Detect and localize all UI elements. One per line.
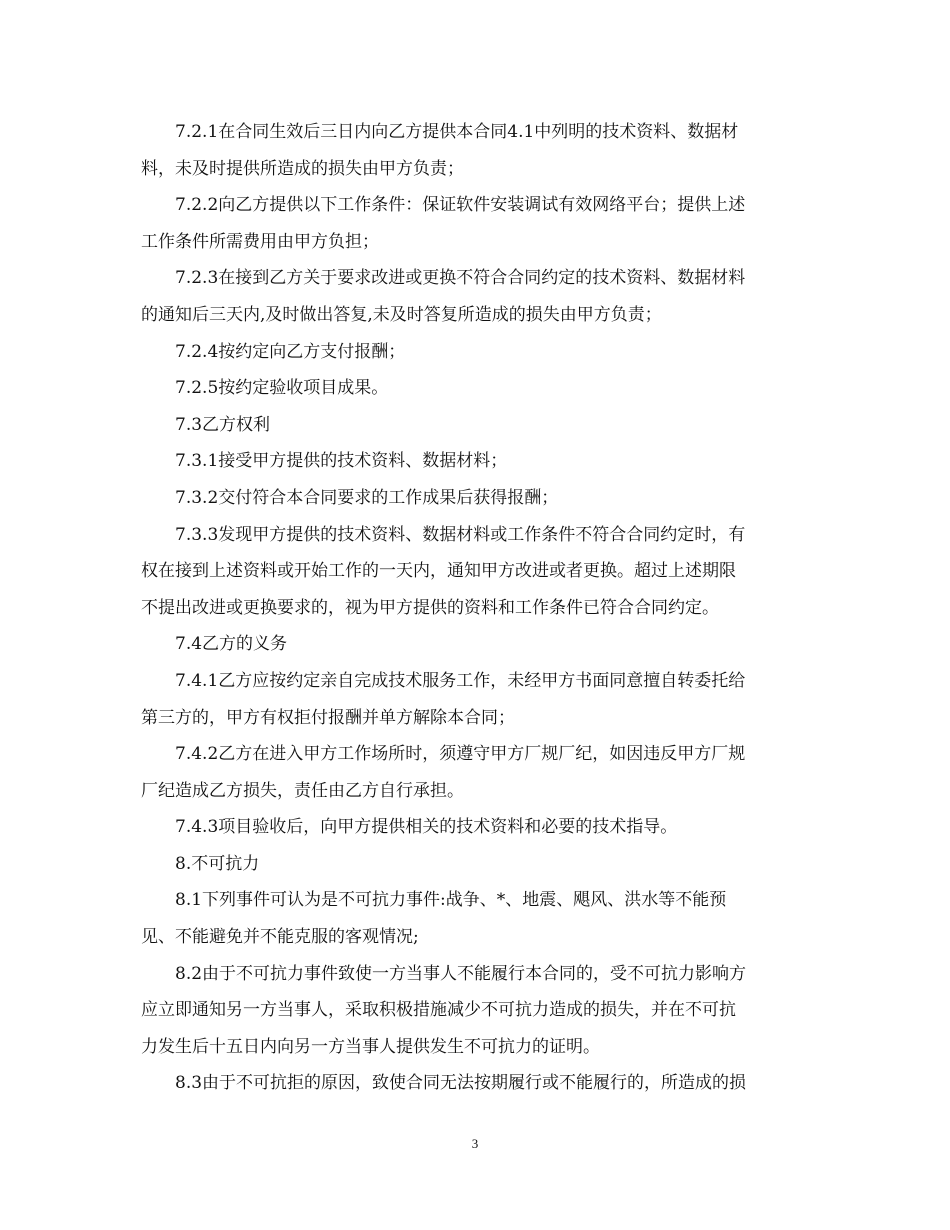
paragraph bbox=[141, 956, 813, 1066]
paragraph-line: 权在接到上述资料或开始工作的一天内，通知甲方改进或者更换。超过上述期限 bbox=[141, 561, 736, 582]
paragraph bbox=[141, 846, 813, 883]
paragraph bbox=[141, 882, 813, 955]
paragraph-line: 厂纪造成乙方损失，责任由乙方自行承担。 bbox=[141, 780, 464, 801]
paragraph bbox=[141, 1065, 813, 1102]
paragraph bbox=[141, 626, 813, 663]
paragraph-line: 7.2.2向乙方提供以下工作条件：保证软件安装调试有效网络平台；提供上述 bbox=[175, 195, 746, 216]
paragraph-line: 的通知后三天内,及时做出答复,未及时答复所造成的损失由甲方负责； bbox=[141, 304, 662, 325]
paragraph-line: 第三方的，甲方有权拒付报酬并单方解除本合同； bbox=[141, 707, 515, 728]
paragraph-line: 工作条件所需费用由甲方负担； bbox=[141, 231, 379, 252]
paragraph bbox=[141, 517, 813, 627]
paragraph-line: 应立即通知另一方当事人，采取积极措施减少不可抗力造成的损失，并在不可抗 bbox=[141, 1000, 736, 1021]
paragraph-line: 8.2由于不可抗力事件致使一方当事人不能履行本合同的，受不可抗力影响方 bbox=[175, 963, 747, 984]
paragraph-line: 7.2.1在合同生效后三日内向乙方提供本合同4.1中列明的技术资料、数据材 bbox=[175, 122, 739, 142]
paragraph-line: 8.1下列事件可认为是不可抗力事件:战争、*、地震、飓风、洪水等不能预 bbox=[175, 890, 727, 911]
paragraph-line: 7.2.5按约定验收项目成果。 bbox=[175, 378, 389, 399]
paragraph bbox=[141, 443, 813, 480]
paragraph-line: 7.4乙方的义务 bbox=[175, 634, 288, 655]
paragraph-line: 7.3.1接受甲方提供的技术资料、数据材料； bbox=[175, 451, 508, 472]
paragraph bbox=[141, 334, 813, 371]
paragraph bbox=[141, 370, 813, 407]
paragraph bbox=[141, 260, 813, 333]
paragraph-line: 7.4.2乙方在进入甲方工作场所时，须遵守甲方厂规厂纪，如因违反甲方厂规 bbox=[175, 744, 746, 765]
paragraph-line: 力发生后十五日内向另一方当事人提供发生不可抗力的证明。 bbox=[141, 1036, 600, 1057]
paragraph-line: 7.3.2交付符合本合同要求的工作成果后获得报酬； bbox=[175, 487, 559, 508]
page-number: 3 bbox=[471, 1136, 479, 1151]
paragraph-line: 7.3.3发现甲方提供的技术资料、数据材料或工作条件不符合合同约定时，有 bbox=[175, 524, 746, 545]
paragraph bbox=[141, 407, 813, 444]
paragraph bbox=[141, 736, 813, 809]
paragraph bbox=[141, 187, 813, 260]
paragraph-line: 7.2.4按约定向乙方支付报酬； bbox=[175, 341, 406, 362]
paragraph bbox=[141, 114, 813, 187]
paragraph-line: 7.2.3在接到乙方关于要求改进或更换不符合合同约定的技术资料、数据材料 bbox=[175, 268, 746, 289]
paragraph-line: 7.4.3项目验收后，向甲方提供相关的技术资料和必要的技术指导。 bbox=[175, 817, 678, 838]
paragraph bbox=[141, 663, 813, 736]
paragraph-line: 7.3乙方权利 bbox=[175, 414, 271, 435]
paragraph-line: 8.3由于不可抗拒的原因，致使合同无法按期履行或不能履行的，所造成的损 bbox=[175, 1073, 747, 1094]
paragraph-line: 料，未及时提供所造成的损失由甲方负责； bbox=[141, 158, 464, 179]
paragraph-line: 7.4.1乙方应按约定亲自完成技术服务工作，未经甲方书面同意擅自转委托给 bbox=[175, 670, 746, 691]
paragraph-line: 不提出改进或更换要求的，视为甲方提供的资料和工作条件已符合合同约定。 bbox=[141, 597, 719, 618]
paragraph-line: 8.不可抗力 bbox=[175, 853, 260, 874]
paragraph bbox=[141, 480, 813, 517]
paragraph-line: 见、不能避免并不能克服的客观情况; bbox=[141, 927, 419, 948]
document-body bbox=[141, 114, 813, 1102]
paragraph bbox=[141, 809, 813, 846]
